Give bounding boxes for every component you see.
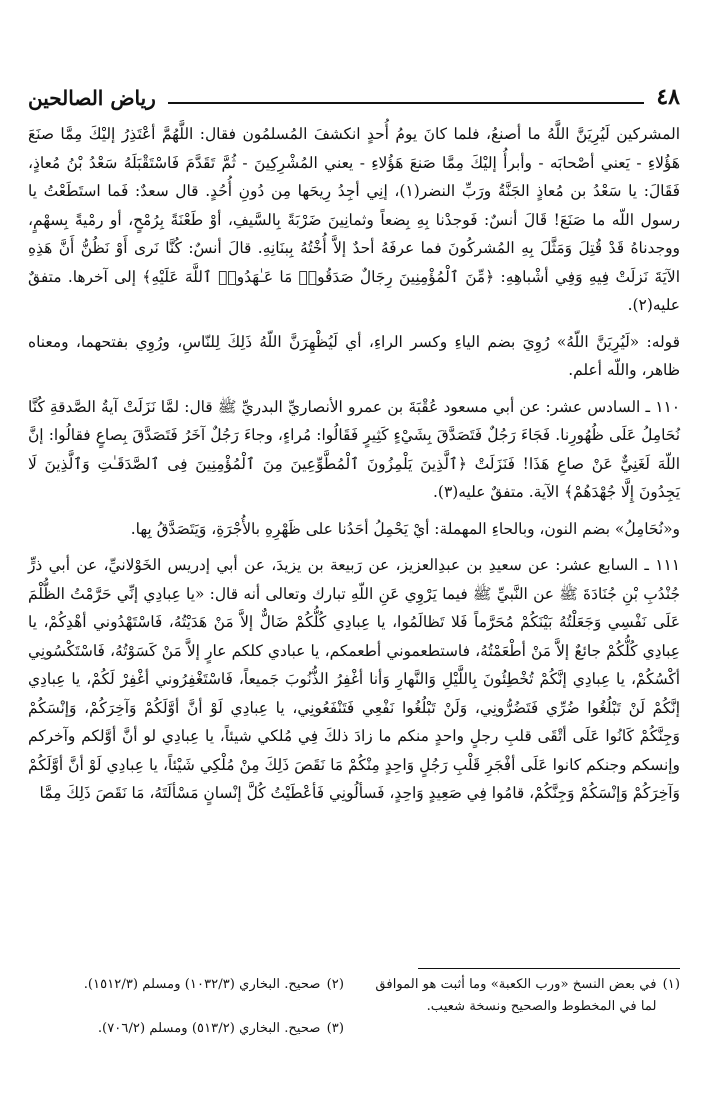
paragraph-commentary-109: قوله: «لَيُرِيَنَّ اللّهُ» رُوِيَ بضم الياءِ وكسر الراءِ، أي لَيُظْهِرَنَّ اللّهُ ذَلِكَ لِلنّاسِ، ورُوِي بفتحهما، ومعناه ظاهر، واللّه أعلم. — [28, 332, 680, 379]
paragraph-hadith-109-end: المشركين لَيُرِيَنَّ اللَّهُ ما أصنعُ، فلما كانَ يومُ أُحدٍ انكشفَ المُسلمُون فقال: اللَّهُمَّ أعْتَذِرُ إليْكَ مِمَّا صنَعَ هَؤُلاءِ - يَعني أصْحابَه - وأبرأُ إليْكَ مِمَّا صَنعَ هَؤُلاءِ - يعني المُشْرِكِينَ - ثُمَّ تَقَدَّمَ فَاسْتَقْبَلَهُ سَعْدُ بْنُ مُعاذٍ، فَقَالَ: يا سَعْدُ بن مُعاذٍ الجَنَّةُ ورَبِّ النضر(١)، إنِي أجِدُ رِيحَها مِن دُونِ أُحُدٍ. قال سعدٌ: فَما استَطَعْتُ يا رسول اللّه ما صَنَعَ! قَالَ أنسٌ: فَوجدْنا بِهِ بِضعاً وثمانِينَ ضَرْبَةً بِالسَّيفِ، أوْ طَعْنَةً بِرُمْحٍ، أو رمْيةً بِسهْمٍ، ووجدناهُ قَدْ قُتِلَ وَمَثَّلَ بِهِ المُشركُونَ فما عرفَهُ أحدٌ إلاَّ أُخْتُهُ بِبنَانِهِ. قالَ أنسٌ: كُنَّا نَرى أَوْ نَظُنُّ أَنَّ هَذِهِ الآيَةَ نَزلَتْ فِيهِ وَفِي أشْباهِهِ: ﴿مِّنَ ٱلْمُؤْمِنِينَ رِجَالٌ صَدَقُوا۟ مَا عَـٰهَدُوا۟ ٱللَّهَ عَلَيْهِ﴾ إلى آخرها. متفقٌ عليه(٢). — [28, 125, 680, 314]
paragraph-hadith-110: ١١٠ ـ السادس عشر: عن أبي مسعود عُقْبَةَ بن عمرو الأنصاريِّ البدريِّ ﷺ قال: لمَّا نَزَلَتْ آيةُ الصَّدقةِ كُنَّا نُحَامِلُ عَلَى ظُهُورِنا. فَجَاءَ رَجُلٌ فَتَصَدَّقَ بِشَيْءٍ كَثِيرٍ فَقَالُوا: مُراءٍ، وجاءَ رَجُلٌ آخَرُ فَتَصَدَّقَ بِصاعٍ فقالُوا: إنَّ اللّهَ لَغَنِيٌّ عَنْ صاعِ هَذَا! فَنَزَلَتْ ﴿ٱلَّذِينَ يَلْمِزُونَ ٱلْمُطَّوِّعِينَ مِنَ ٱلْمُؤْمِنِينَ فِى ٱلصَّدَقَـٰتِ وَٱلَّذِينَ لَا يَجِدُونَ إِلَّا جُهْدَهُمْ﴾ الآية. متفقٌ عليه(٣). — [28, 397, 680, 501]
book-title: رياض الصالحين — [28, 86, 156, 110]
main-text — [28, 120, 680, 808]
footnote — [28, 1018, 344, 1040]
footnote-text: صحيح. البخاري (٥١٣/٢) ومسلم (٧٠٦/٢). — [97, 1021, 321, 1036]
footnote-number: (٢) — [326, 977, 344, 992]
page-number: ٤٨ — [656, 84, 680, 110]
footnote-rule — [418, 968, 680, 969]
paragraph-hadith-111: ١١١ ـ السابع عشر: عن سعيدِ بن عبدِالعزيز، عن رَبيعة بن يزيدَ، عن أبي إدريس الخَوْلانيِّ، عن أبي ذرٍّ جُنْدُبِ بْنِ جُنَادَةَ ﷺ عن النَّبيِّ ﷺ فيما يَرْوِي عَنِ اللّهِ تبارك وتعالى أنه قال: «يا عِبادِي إنِّي حَرَّمْتُ الظُّلْمَ عَلَى نَفْسِي وَجَعَلْتُهُ بَيْنَكُمْ مُحَرَّماً فَلا تَظالَمُوا، يا عِبادِي كُلُّكُمْ ضَالٌّ إلاَّ مَنْ هَدَيْتُهُ، فَاسْتَهْدُوني أهْدِكُمْ، يا عِبادِي كُلُّكُمْ جائعٌ إلاَّ مَنْ أطْعَمْتُهُ، فاستطعموني أطعمكم، يا عبادي كلكم عارٍ إلاَّ مَنْ كَسَوْتُهُ، فَاسْتَكْسُونِي أكْسُكُمْ، يا عِبادِي إنَّكُمْ تُخْطِئُونَ بِاللَّيْلِ وَالنَّهارِ وَأنا أغْفِرُ الذُّنُوبَ جَميعاً، فَاسْتَغْفِرُوني أغْفِرْ لَكُمْ، يا عِبادِي إنَّكُمْ لَنْ تَبْلُغُوا ضُرِّي فَتَضُرُّونِي، وَلَنْ تَبْلُغُوا نَفْعِي فَتَنْفَعُونِي، يا عِبادِي لَوْ أنَّ أوَّلَكُمْ وَآخِرَكُمْ، وَإنْسَكُمْ وَجِنَّكُمْ كَانُوا عَلَى أتْقَى قلبِ رجلٍ واحدٍ منكم ما زادَ ذلكَ فِي مُلكي شيئاً، يا عِبادِي لو أنَّ أوَّلكم وآخركم وإنسكم وجنكم كانوا عَلَى أفْجَرِ قَلْبِ رَجُلٍ وَاحِدٍ مِنْكُمْ مَا نَقَصَ ذَلِكَ مِنْ مُلْكِي شَيْئاً، يا عِبادِي لَوْ أنَّ أوَّلَكُمْ وَآخِرَكُمْ وَإنْسَكُمْ وَجِنَّكُمْ، قامُوا فِي صَعِيدٍ وَاحِدٍ، فَسألُونِي فَأعْطَيْتُ كُلَّ إنْسانٍ مَسْألَتَهُ، مَا نَقَصَ ذَلِكَ مِمَّا — [28, 556, 680, 802]
footnote — [28, 974, 344, 1018]
footnote-number: (٣) — [326, 1021, 344, 1036]
header-rule — [168, 102, 645, 104]
footnotes — [28, 974, 680, 1040]
footnote-number: (١) — [662, 977, 680, 992]
running-header — [28, 80, 680, 110]
footnote-text: في بعض النسخ «ورب الكعبة» وما أثبت هو الموافق لما في المخطوط والصحيح ونسخة شعيب. — [375, 977, 657, 1014]
footnote — [364, 974, 680, 1018]
footnote-text: صحيح. البخاري (١٠٣٢/٣) ومسلم (١٥١٢/٣). — [83, 977, 321, 992]
paragraph-commentary-110: و«نُحَامِلُ» بضم النون، وبالحاءِ المهملة: أيْ يَحْمِلُ أحَدُنا على ظَهْرِهِ بالأُجْرَةِ، وَيَتَصَدَّقُ بِها. — [130, 519, 680, 538]
page — [28, 80, 680, 808]
